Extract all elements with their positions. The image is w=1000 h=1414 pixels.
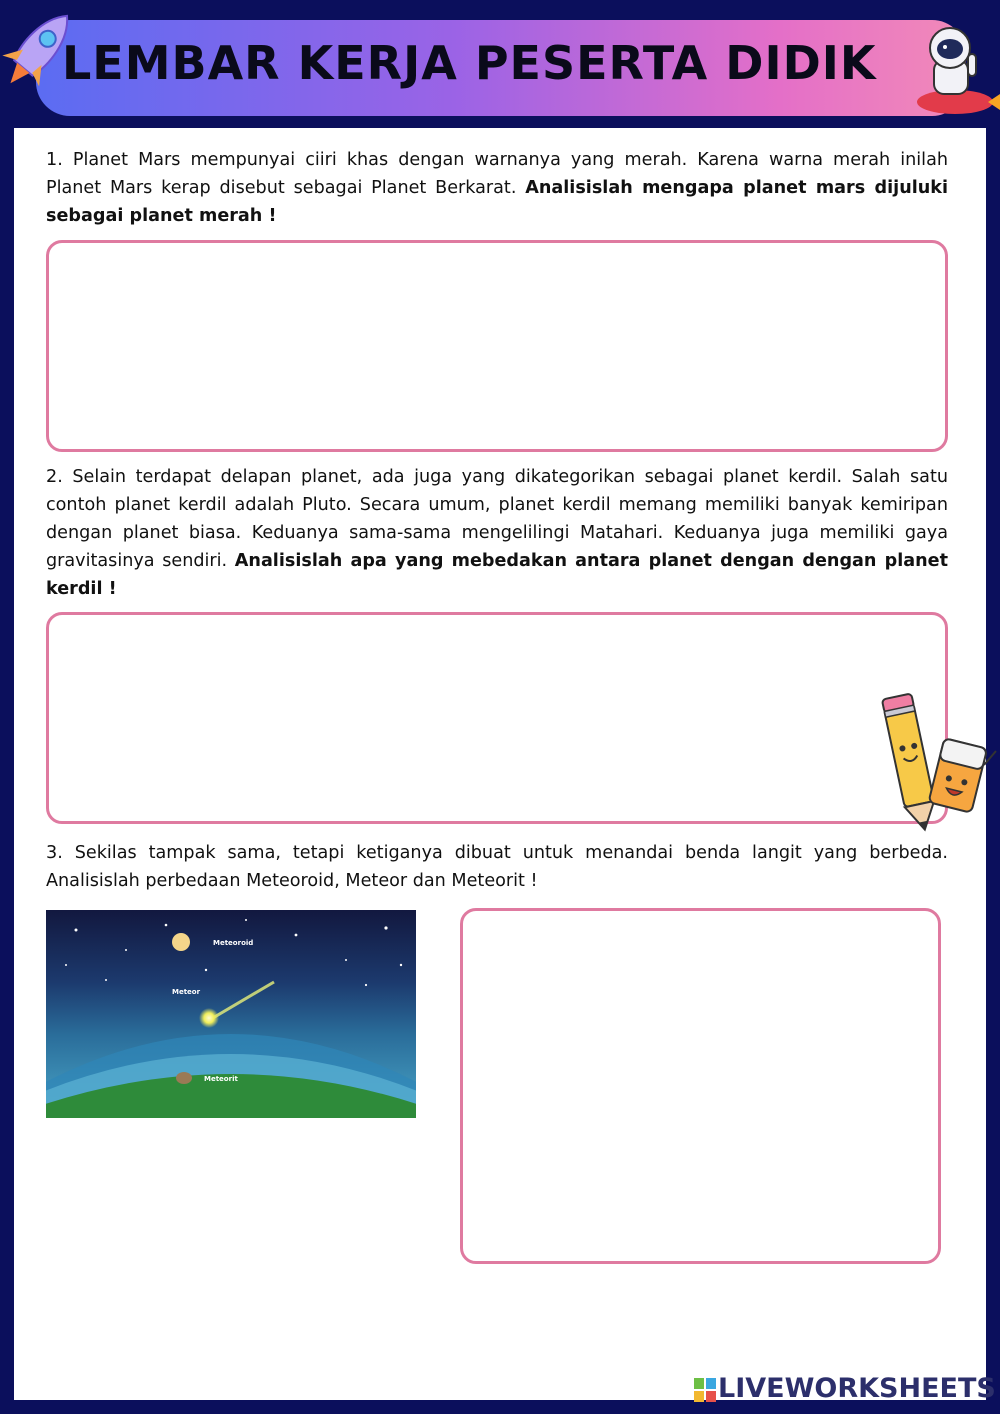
label-meteoroid: Meteoroid [213, 939, 254, 947]
page-title: LEMBAR KERJA PESERTA DIDIK [62, 36, 877, 90]
question-2-text: 2. Selain terdapat delapan planet, ada juga yang dikategorikan sebagai planet kerdil. Salah satu contoh planet kerdil adalah Pluto. Secara umum, planet kerdil memang memiliki banyak kemiripan dengan planet biasa. Keduanya sama-sama mengelilingi Matahari. Keduanya juga memiliki gaya gravitasinya sendiri. [46, 467, 948, 571]
astronaut-icon [900, 20, 1000, 120]
answer-box-3[interactable] [460, 908, 941, 1264]
answer-box-1[interactable] [46, 240, 948, 452]
pencil-eraser-mascot-icon [880, 685, 998, 835]
liveworksheets-brand [694, 1372, 996, 1406]
question-2-instruction: Analisislah apa yang mebedakan antara planet dengan dengan planet kerdil ! [46, 551, 948, 599]
label-meteor: Meteor [172, 988, 201, 996]
question-1-instruction: Analisislah mengapa planet mars dijuluki sebagai planet merah ! [46, 178, 949, 226]
question-1 [46, 146, 948, 230]
rocket-icon [0, 0, 80, 95]
brand-name: LIVEWORKSHEETS [718, 1373, 996, 1404]
label-meteorit: Meteorit [204, 1075, 238, 1083]
question-3 [46, 839, 948, 895]
answer-box-2[interactable] [46, 612, 948, 824]
question-3-text: 3. Sekilas tampak sama, tetapi ketiganya dibuat untuk menandai benda langit yang berbeda. Analisislah perbedaan Meteoroid, Meteor dan Meteorit ! [46, 843, 948, 891]
question-1-text: 1. Planet Mars mempunyai ciiri khas dengan warnanya yang merah. Karena warna merah inilah Planet Mars kerap disebut sebagai Planet Berkarat. [46, 150, 948, 198]
question-2 [46, 463, 948, 603]
liveworksheets-logo-icon [694, 1378, 716, 1402]
meteor-diagram-image [46, 910, 416, 1118]
